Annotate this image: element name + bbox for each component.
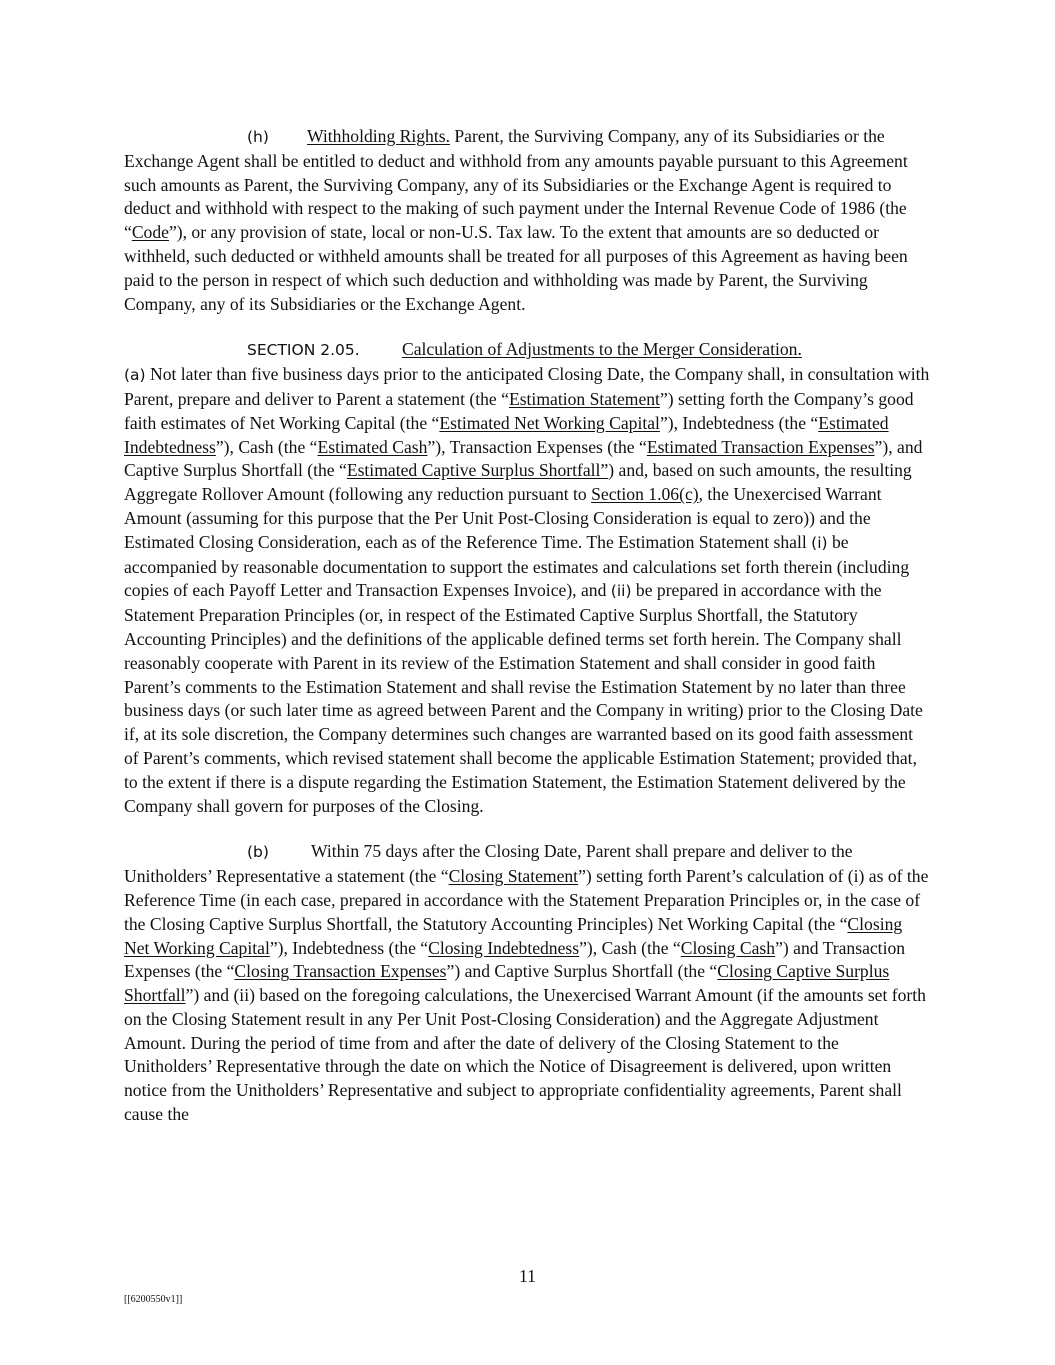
defined-term: Estimated Cash — [317, 436, 428, 457]
defined-term: Closing Captive Surplus Shortfall — [124, 961, 890, 1006]
paragraph-withholding-rights: (h) Withholding Rights. Parent, the Surviving Company, any of its Subsidiaries or the Exchange Agent shall be entitled to deduct and withhold from any amounts payable pursuant to this Agreement such amounts as Parent, the Surviving Company, any of its Subsidiaries or the Exchange Agent is required to deduct and withhold with respect to the making of such payment under the Internal Revenue Code of 1986 (the “Code”), or any provision of state, local or non-U.S. Tax law. To the extent that amounts are so deducted or withheld, such deducted or withheld amounts shall be treated for all purposes of this Agreement as having been paid to the person in respect of which such deduction and withholding was made by Parent, the Surviving Company, any of its Subsidiaries or the Exchange Agent. — [124, 126, 908, 314]
paragraph-label: (a) — [124, 366, 146, 385]
defined-term: Closing Net Working Capital — [124, 913, 903, 958]
clause-marker: (ii) — [610, 582, 632, 601]
defined-term: Closing Transaction Expenses — [234, 961, 447, 982]
defined-term: Code — [131, 222, 169, 243]
section-heading: SECTION 2.05. Calculation of Adjustments to the Merger Consideration. (a) Not later than five business days prior to the anticipated Closing Date, the Company shall, in consultation with Parent, prepare and deliver to Parent a statement (the “Estimation Statement”) setting forth the Company’s good faith estimates of Net Working Capital (the “Estimated Net Working Capital”), Indebtedness (the “Estimated Indebtedness”), Cash (the “Estimated Cash”), Transaction Expenses (the “Estimated Transaction Expenses”), and Captive Surplus Shortfall (the “Estimated Captive Surplus Shortfall”) and, based on such amounts, the resulting Aggregate Rollover Amount (following any reduction pursuant to Section 1.06(c), the Unexercised Warrant Amount (assuming for this purpose that the Per Unit Post-Closing Consideration is equal to zero)) and the Estimated Closing Consideration, each as of the Reference Time. The Estimation Statement shall (i) be accompanied by reasonable documentation to support the estimates and calculations set forth therein (including copies of each Payoff Letter and Transaction Expenses Invoice), and (ii) be prepared in accordance with the Statement Preparation Principles (or, in respect of the Estimated Captive Surplus Shortfall, the Statutory Accounting Principles) and the definitions of the applicable defined terms set forth herein. The Company shall reasonably cooperate with Parent in its review of the Estimation Statement and shall consider in good faith Parent’s comments to the Estimation Statement and shall revise the Estimation Statement by no later than three business days (or such later time as agreed between Parent and the Company in writing) prior to the Closing Date if, at its sole discretion, the Company determines such changes are warranted based on its good faith assessment of Parent’s comments, which revised statement shall become the applicable Estimation Statement; provided that, to the extent if there is a dispute regarding the Estimation Statement, the Estimation Statement delivered by the Company shall govern for purposes of the Closing. — [124, 339, 930, 816]
defined-term: Closing Statement — [448, 866, 579, 887]
section-number: SECTION 2.05. — [247, 341, 360, 360]
page-number: 11 — [519, 1266, 536, 1286]
defined-term: Estimated Transaction Expenses — [646, 436, 875, 457]
document-body — [124, 125, 930, 1127]
section-title: Calculation of Adjustments to the Merger Consideration. — [402, 339, 802, 360]
document-id: [[6200550v1]] — [124, 1294, 183, 1305]
defined-term: Estimation Statement — [508, 388, 660, 409]
defined-term: Estimated Net Working Capital — [439, 412, 660, 433]
paragraph-label: (b) — [247, 843, 269, 862]
paragraph-label: (h) — [247, 128, 269, 146]
defined-term: Estimated Captive Surplus Shortfall” — [346, 460, 609, 481]
defined-term: Estimated Indebtedness — [124, 412, 889, 457]
paragraph-heading: Withholding Rights. — [307, 126, 450, 146]
clause-marker: (i) — [811, 533, 828, 552]
cross-reference: Section 1.06(c) — [591, 484, 699, 505]
paragraph-closing-statement: (b) Within 75 days after the Closing Date, Parent shall prepare and deliver to the Unitholders’ Representative a statement (the “Closing Statement”) setting forth Parent’s calculation of (i) as of the Reference Time (in each case, prepared in accordance with the Statement Preparation Principles or, in the case of the Closing Captive Surplus Shortfall, the Statutory Accounting Principles) Net Working Capital (the “Closing Net Working Capital”), Indebtedness (the “Closing Indebtedness”), Cash (the “Closing Cash”) and Transaction Expenses (the “Closing Transaction Expenses”) and Captive Surplus Shortfall (the “Closing Captive Surplus Shortfall”) and (ii) based on the foregoing calculations, the Unexercised Warrant Amount (if the amounts set forth on the Closing Statement result in any Per Unit Post-Closing Consideration) and the Aggregate Adjustment Amount. During the period of time from and after the date of delivery of the Closing Statement to the Unitholders’ Representative through the date on which the Notice of Disagreement is delivered, upon written notice from the Unitholders’ Representative and subject to appropriate confidentiality agreements, Parent shall cause the — [124, 841, 929, 1125]
defined-term: Closing Indebtedness — [428, 937, 580, 958]
defined-term: Closing Cash — [680, 937, 776, 958]
